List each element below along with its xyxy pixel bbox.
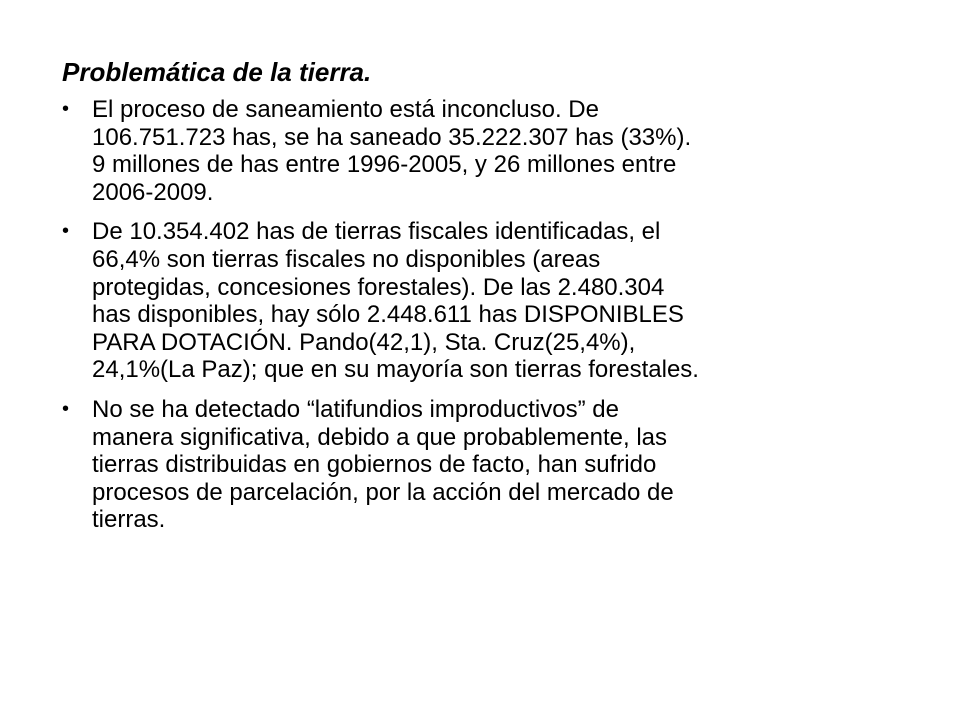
bullet-item-latifundios [62, 396, 922, 534]
bullet-text-line: 66,4% son tierras fiscales no disponibles (areas [92, 245, 601, 273]
bullet-text-line: 9 millones de has entre 1996-2005, y 26 millones entre [92, 151, 677, 179]
bullet-text-line: procesos de parcelación, por la acción del mercado de [92, 478, 674, 506]
bullet-text-line: No se ha detectado “latifundios improductivos” de [92, 395, 619, 423]
bullet-text-line: 106.751.723 has, se ha saneado 35.222.307 has (33%). [92, 123, 692, 151]
bullet-list [62, 96, 922, 534]
bullet-icon: • [62, 98, 70, 120]
bullet-item-tierras-fiscales [62, 218, 922, 384]
bullet-item-saneamiento [62, 96, 922, 206]
bullet-text-line: 24,1%(La Paz); que en su mayoría son tierras forestales. [92, 356, 699, 384]
bullet-text-line: manera significativa, debido a que probablemente, las [92, 423, 668, 451]
bullet-text-line: tierras. [92, 506, 166, 534]
bullet-text-line: tierras distribuidas en gobiernos de facto, han sufrido [92, 451, 657, 479]
bullet-text-line: PARA DOTACIÓN. Pando(42,1), Sta. Cruz(25,4%), [92, 328, 636, 356]
bullet-text-line: protegidas, concesiones forestales). De las 2.480.304 [92, 273, 665, 301]
bullet-text-line: 2006-2009. [92, 178, 214, 206]
slide-content [62, 52, 922, 546]
bullet-text-line: has disponibles, hay sólo 2.448.611 has DISPONIBLES [92, 301, 684, 329]
slide-heading: Problemática de la tierra. [62, 57, 372, 87]
bullet-text-line: De 10.354.402 has de tierras fiscales identificadas, el [92, 218, 661, 246]
bullet-text-line: El proceso de saneamiento está inconcluso. De [92, 96, 599, 123]
bullet-icon: • [62, 220, 70, 243]
bullet-icon: • [62, 397, 70, 420]
